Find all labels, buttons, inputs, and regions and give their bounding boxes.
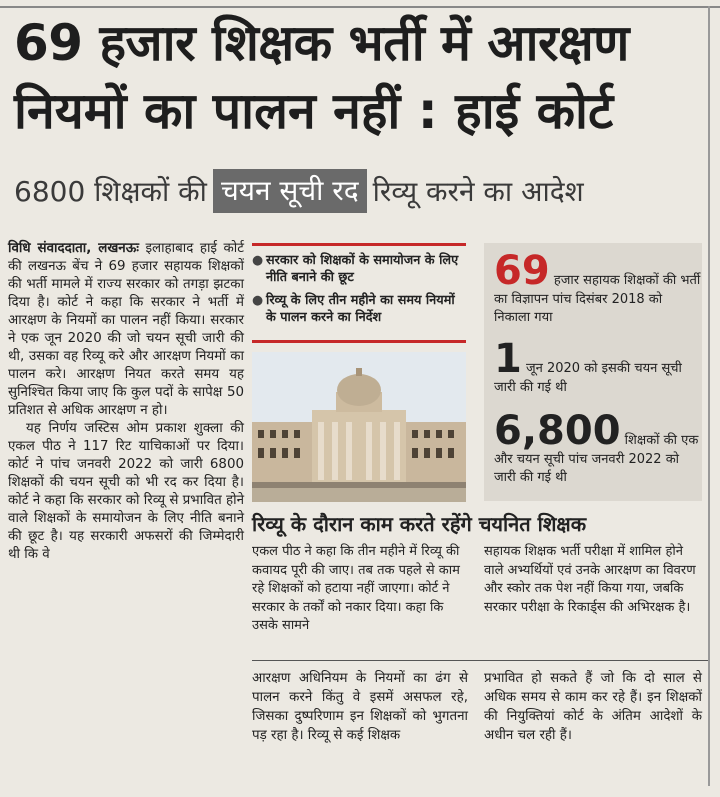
paragraph-1: इलाहाबाद हाई कोर्ट की लखनऊ बेंच ने 69 हजार सहायक शिक्षकों की भर्ती मामले में राज्य सरकार को तगड़ा झटका दिया है। कोर्ट ने कहा कि सरकार ने भर्ती में आरक्षण के नियमों का पालन नहीं किया। सरकार ने एक जून 2020 की जो चयन सूची जारी की थी, उसका वह रिव्यू करे और आरक्षण नियमों का पालन करे। आरक्षण नियत करते समय यह सुनिश्चित किया जाए कि कुल पदों के सापेक्ष 50 प्रतिशत से अधिक आरक्षण न हो। — [8, 241, 244, 418]
subhead-before: 6800 शिक्षकों की — [14, 175, 207, 208]
highlights-box — [252, 243, 466, 343]
headline-line-1: 69 हजार शिक्षक भर्ती में आरक्षण — [14, 14, 629, 72]
section-heading: रिव्यू के दौरान काम करते रहेंगे चयनित शिक्षक — [252, 512, 587, 536]
section-column-b: सहायक शिक्षक भर्ती परीक्षा में शामिल होने वाले अभ्यर्थियों एवं उनके आरक्षण का विवरण और स्कोर तक पेश नहीं किया गया, जबकि सरकार परीक्षा के रिकार्ड्स की अभिरक्षक है। — [484, 544, 696, 615]
headline-line-2: नियमों का पालन नहीं : हाई कोर्ट — [14, 82, 614, 140]
section-column-a: एकल पीठ ने कहा कि तीन महीने में रिव्यू की कवायद पूरी की जाए। तब तक पहले से काम रहे शिक्षकों को हटाया नहीं जाएगा। कोर्ट ने सरकार के तर्कों को नकार दिया। कहा कि उसके सामने — [252, 544, 460, 633]
article-column-1 — [8, 240, 244, 564]
dateline: विधि संवाददाता, लखनऊः — [8, 241, 139, 256]
bullet-icon: ● — [252, 253, 264, 268]
subhead-after: रिव्यू करने का आदेश — [372, 175, 584, 208]
bottom-column-a: आरक्षण अधिनियम के नियमों का ढंग से पालन करने किंतु वे इसमें असफल रहे, जिसका दुष्परिणाम इन शिक्षकों को भुगतना पड़ रहा है। रिव्यू से कई शिक्षक — [252, 671, 468, 743]
subhead-highlight: चयन सूची रद — [213, 169, 367, 213]
bottom-column-b: प्रभावित हो सकते हैं जो कि दो साल से अधिक समय से काम कर रहे हैं। इन शिक्षकों की नियुक्तियां कोर्ट के अंतिम आदेशों के अधीन चल रही हैं। — [484, 671, 702, 743]
fact-3: 6,800 शिक्षकों की एक और चयन सूची पांच जनवरी 2022 को जारी की गई थी — [494, 408, 699, 485]
bullet-icon: ● — [252, 293, 264, 308]
fact-1: 69 हजार सहायक शिक्षकों की भर्ती का विज्ञापन पांच दिसंबर 2018 को निकाला गया — [494, 248, 701, 325]
paragraph-2: यह निर्णय जस्टिस ओम प्रकाश शुक्ला की एकल पीठ ने 117 रिट याचिकाओं पर दिया। कोर्ट ने पांच जनवरी 2022 को जारी 6800 शिक्षकों की चयन सूची को भी रद कर दिया है। कोर्ट ने कहा कि सरकार को रिव्यू से प्रभावित होने वाले शिक्षकों के समायोजन के लिए नीति बनाने की छूट है। यह सरकारी अफसरों की जिम्मेदारी थी कि वे — [8, 421, 244, 562]
highlight-item: ● रिव्यू के लिए तीन महीने का समय नियमों के पालन करने का निर्देश — [252, 293, 455, 325]
facts-box — [484, 243, 702, 501]
section-divider — [252, 660, 708, 661]
subheadline — [14, 168, 584, 214]
building-illustration — [252, 352, 466, 502]
fact-2: 1 जून 2020 को इसकी चयन सूची जारी की गई थी — [494, 336, 682, 395]
highlight-item: ● सरकार को शिक्षकों के समायोजन के लिए नीति बनाने की छूट — [252, 253, 459, 285]
right-rule — [708, 6, 710, 786]
top-rule — [0, 6, 720, 8]
high-court-building-photo — [252, 352, 466, 502]
